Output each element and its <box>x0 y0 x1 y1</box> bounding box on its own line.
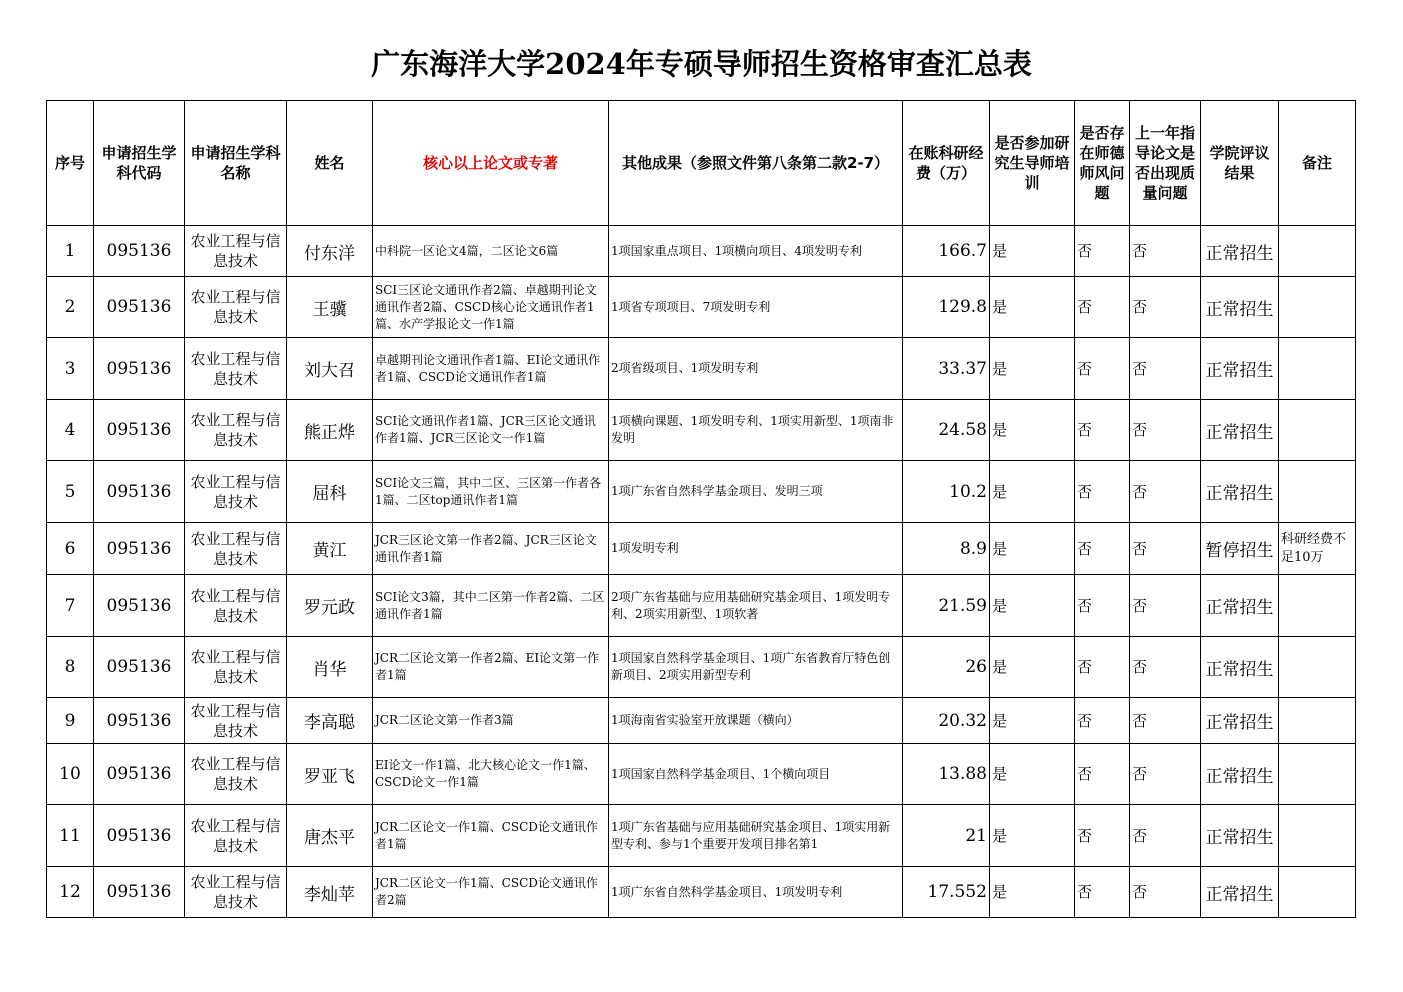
cell-college-result: 正常招生 <box>1201 867 1279 918</box>
cell-other-achievements: 2项省级项目、1项发明专利 <box>609 338 903 400</box>
cell-subject-name: 农业工程与信息技术 <box>185 400 287 461</box>
cell-research-funds: 21 <box>903 805 990 867</box>
cell-subject-name: 农业工程与信息技术 <box>185 637 287 698</box>
page-title: 广东海洋大学2024年专硕导师招生资格审查汇总表 <box>371 47 1032 81</box>
table-row <box>47 867 1356 918</box>
cell-other-achievements: 1项省专项项目、7项发明专利 <box>609 277 903 338</box>
cell-ethics-issue: 否 <box>1075 637 1130 698</box>
cell-no: 8 <box>47 637 94 698</box>
header-name: 姓名 <box>287 101 373 226</box>
table-row <box>47 226 1356 277</box>
cell-core-papers: SCI三区论文通讯作者2篇、卓越期刊论文通讯作者2篇、CSCD核心论文通讯作者1篇、水产学报论文一作1篇 <box>373 277 609 338</box>
cell-ethics-issue: 否 <box>1075 805 1130 867</box>
cell-college-result: 正常招生 <box>1201 400 1279 461</box>
cell-no: 3 <box>47 338 94 400</box>
cell-research-funds: 166.7 <box>903 226 990 277</box>
cell-subject-code: 095136 <box>94 805 185 867</box>
cell-remarks <box>1279 338 1356 400</box>
cell-ethics-issue: 否 <box>1075 277 1130 338</box>
cell-name: 熊正烨 <box>287 400 373 461</box>
cell-college-result: 正常招生 <box>1201 338 1279 400</box>
table-row <box>47 400 1356 461</box>
header-other-achievements: 其他成果（参照文件第八条第二款2-7） <box>609 101 903 226</box>
cell-college-result: 正常招生 <box>1201 698 1279 744</box>
table-row <box>47 805 1356 867</box>
cell-core-papers: EI论文一作1篇、北大核心论文一作1篇、CSCD论文一作1篇 <box>373 744 609 805</box>
header-college-result: 学院评议结果 <box>1201 101 1279 226</box>
cell-name: 罗元政 <box>287 575 373 637</box>
cell-supervisor-training: 是 <box>990 226 1075 277</box>
table-row <box>47 338 1356 400</box>
cell-remarks <box>1279 805 1356 867</box>
cell-college-result: 正常招生 <box>1201 226 1279 277</box>
cell-subject-code: 095136 <box>94 400 185 461</box>
cell-research-funds: 17.552 <box>903 867 990 918</box>
cell-research-funds: 13.88 <box>903 744 990 805</box>
cell-other-achievements: 1项发明专利 <box>609 523 903 575</box>
cell-remarks <box>1279 277 1356 338</box>
cell-core-papers: JCR二区论文一作1篇、CSCD论文通讯作者2篇 <box>373 867 609 918</box>
cell-remarks <box>1279 744 1356 805</box>
cell-research-funds: 33.37 <box>903 338 990 400</box>
cell-subject-code: 095136 <box>94 277 185 338</box>
cell-subject-name: 农业工程与信息技术 <box>185 744 287 805</box>
table-row <box>47 698 1356 744</box>
cell-subject-code: 095136 <box>94 867 185 918</box>
cell-college-result: 暂停招生 <box>1201 523 1279 575</box>
cell-remarks <box>1279 637 1356 698</box>
header-remarks: 备注 <box>1279 101 1356 226</box>
cell-thesis-quality: 否 <box>1130 400 1201 461</box>
cell-college-result: 正常招生 <box>1201 277 1279 338</box>
cell-subject-code: 095136 <box>94 461 185 523</box>
cell-supervisor-training: 是 <box>990 575 1075 637</box>
cell-name: 屈科 <box>287 461 373 523</box>
cell-subject-code: 095136 <box>94 523 185 575</box>
cell-ethics-issue: 否 <box>1075 698 1130 744</box>
cell-no: 6 <box>47 523 94 575</box>
cell-thesis-quality: 否 <box>1130 226 1201 277</box>
cell-core-papers: JCR二区论文一作1篇、CSCD论文通讯作者1篇 <box>373 805 609 867</box>
cell-research-funds: 10.2 <box>903 461 990 523</box>
cell-supervisor-training: 是 <box>990 523 1075 575</box>
cell-college-result: 正常招生 <box>1201 461 1279 523</box>
cell-remarks <box>1279 400 1356 461</box>
cell-subject-name: 农业工程与信息技术 <box>185 867 287 918</box>
cell-research-funds: 20.32 <box>903 698 990 744</box>
table-row <box>47 277 1356 338</box>
header-thesis-quality: 上一年指导论文是否出现质量问题 <box>1130 101 1201 226</box>
cell-subject-code: 095136 <box>94 637 185 698</box>
cell-subject-name: 农业工程与信息技术 <box>185 523 287 575</box>
cell-no: 1 <box>47 226 94 277</box>
cell-remarks <box>1279 867 1356 918</box>
cell-core-papers: SCI论文3篇，其中二区第一作者2篇、二区通讯作者1篇 <box>373 575 609 637</box>
cell-supervisor-training: 是 <box>990 744 1075 805</box>
cell-research-funds: 21.59 <box>903 575 990 637</box>
table-row <box>47 575 1356 637</box>
cell-ethics-issue: 否 <box>1075 867 1130 918</box>
table-body <box>47 226 1356 918</box>
cell-college-result: 正常招生 <box>1201 637 1279 698</box>
cell-research-funds: 129.8 <box>903 277 990 338</box>
cell-thesis-quality: 否 <box>1130 867 1201 918</box>
cell-college-result: 正常招生 <box>1201 744 1279 805</box>
cell-no: 2 <box>47 277 94 338</box>
cell-other-achievements: 1项国家自然科学基金项目、1个横向项目 <box>609 744 903 805</box>
cell-other-achievements: 1项广东省自然科学基金项目、发明三项 <box>609 461 903 523</box>
cell-name: 李灿苹 <box>287 867 373 918</box>
cell-research-funds: 8.9 <box>903 523 990 575</box>
cell-subject-name: 农业工程与信息技术 <box>185 461 287 523</box>
cell-ethics-issue: 否 <box>1075 461 1130 523</box>
cell-core-papers: JCR二区论文第一作者2篇、EI论文第一作者1篇 <box>373 637 609 698</box>
cell-thesis-quality: 否 <box>1130 698 1201 744</box>
cell-research-funds: 24.58 <box>903 400 990 461</box>
header-subject-code: 申请招生学科代码 <box>94 101 185 226</box>
cell-supervisor-training: 是 <box>990 867 1075 918</box>
cell-name: 刘大召 <box>287 338 373 400</box>
cell-other-achievements: 1项广东省自然科学基金项目、1项发明专利 <box>609 867 903 918</box>
cell-thesis-quality: 否 <box>1130 744 1201 805</box>
cell-no: 12 <box>47 867 94 918</box>
header-ethics-issue: 是否存在师德师风问题 <box>1075 101 1130 226</box>
cell-ethics-issue: 否 <box>1075 575 1130 637</box>
cell-core-papers: 中科院一区论文4篇，二区论文6篇 <box>373 226 609 277</box>
cell-subject-code: 095136 <box>94 698 185 744</box>
cell-core-papers: 卓越期刊论文通讯作者1篇、EI论文通讯作者1篇、CSCD论文通讯作者1篇 <box>373 338 609 400</box>
cell-thesis-quality: 否 <box>1130 637 1201 698</box>
cell-no: 11 <box>47 805 94 867</box>
header-row <box>47 101 1356 226</box>
cell-name: 李高聪 <box>287 698 373 744</box>
cell-core-papers: SCI论文通讯作者1篇、JCR三区论文通讯作者1篇、JCR三区论文一作1篇 <box>373 400 609 461</box>
cell-subject-name: 农业工程与信息技术 <box>185 698 287 744</box>
cell-thesis-quality: 否 <box>1130 805 1201 867</box>
header-research-funds: 在账科研经费（万） <box>903 101 990 226</box>
cell-name: 付东洋 <box>287 226 373 277</box>
cell-research-funds: 26 <box>903 637 990 698</box>
header-supervisor-training: 是否参加研究生导师培训 <box>990 101 1075 226</box>
cell-thesis-quality: 否 <box>1130 338 1201 400</box>
cell-other-achievements: 1项广东省基础与应用基础研究基金项目、1项实用新型专利、参与1个重要开发项目排名第1 <box>609 805 903 867</box>
cell-core-papers: JCR二区论文第一作者3篇 <box>373 698 609 744</box>
cell-other-achievements: 1项横向课题、1项发明专利、1项实用新型、1项南非发明 <box>609 400 903 461</box>
cell-other-achievements: 1项海南省实验室开放课题（横向） <box>609 698 903 744</box>
header-no: 序号 <box>47 101 94 226</box>
cell-subject-name: 农业工程与信息技术 <box>185 277 287 338</box>
cell-remarks <box>1279 226 1356 277</box>
cell-no: 5 <box>47 461 94 523</box>
cell-subject-code: 095136 <box>94 744 185 805</box>
cell-supervisor-training: 是 <box>990 338 1075 400</box>
cell-subject-code: 095136 <box>94 338 185 400</box>
cell-supervisor-training: 是 <box>990 277 1075 338</box>
cell-subject-name: 农业工程与信息技术 <box>185 805 287 867</box>
header-subject-name: 申请招生学科名称 <box>185 101 287 226</box>
cell-name: 罗亚飞 <box>287 744 373 805</box>
review-summary-table <box>46 100 1356 918</box>
cell-subject-code: 095136 <box>94 575 185 637</box>
cell-subject-name: 农业工程与信息技术 <box>185 338 287 400</box>
cell-remarks <box>1279 575 1356 637</box>
cell-no: 9 <box>47 698 94 744</box>
cell-ethics-issue: 否 <box>1075 523 1130 575</box>
cell-no: 10 <box>47 744 94 805</box>
cell-ethics-issue: 否 <box>1075 338 1130 400</box>
cell-thesis-quality: 否 <box>1130 575 1201 637</box>
cell-other-achievements: 1项国家重点项目、1项横向项目、4项发明专利 <box>609 226 903 277</box>
table-row <box>47 461 1356 523</box>
cell-subject-name: 农业工程与信息技术 <box>185 575 287 637</box>
cell-name: 肖华 <box>287 637 373 698</box>
cell-remarks <box>1279 698 1356 744</box>
cell-no: 7 <box>47 575 94 637</box>
cell-ethics-issue: 否 <box>1075 226 1130 277</box>
cell-other-achievements: 2项广东省基础与应用基础研究基金项目、1项发明专利、2项实用新型、1项软著 <box>609 575 903 637</box>
cell-thesis-quality: 否 <box>1130 277 1201 338</box>
cell-college-result: 正常招生 <box>1201 575 1279 637</box>
cell-supervisor-training: 是 <box>990 637 1075 698</box>
cell-name: 黄江 <box>287 523 373 575</box>
cell-supervisor-training: 是 <box>990 461 1075 523</box>
cell-ethics-issue: 否 <box>1075 744 1130 805</box>
cell-remarks <box>1279 461 1356 523</box>
cell-thesis-quality: 否 <box>1130 523 1201 575</box>
cell-name: 王骥 <box>287 277 373 338</box>
cell-no: 4 <box>47 400 94 461</box>
cell-core-papers: SCI论文三篇，其中二区、三区第一作者各1篇、二区top通讯作者1篇 <box>373 461 609 523</box>
cell-other-achievements: 1项国家自然科学基金项目、1项广东省教育厅特色创新项目、2项实用新型专利 <box>609 637 903 698</box>
header-core-papers: 核心以上论文或专著 <box>373 101 609 226</box>
cell-supervisor-training: 是 <box>990 698 1075 744</box>
cell-subject-code: 095136 <box>94 226 185 277</box>
cell-subject-name: 农业工程与信息技术 <box>185 226 287 277</box>
table-row <box>47 637 1356 698</box>
table-row <box>47 523 1356 575</box>
cell-ethics-issue: 否 <box>1075 400 1130 461</box>
table-row <box>47 744 1356 805</box>
cell-thesis-quality: 否 <box>1130 461 1201 523</box>
cell-remarks: 科研经费不足10万 <box>1279 523 1356 575</box>
cell-core-papers: JCR三区论文第一作者2篇、JCR三区论文通讯作者1篇 <box>373 523 609 575</box>
cell-supervisor-training: 是 <box>990 805 1075 867</box>
cell-name: 唐杰平 <box>287 805 373 867</box>
cell-supervisor-training: 是 <box>990 400 1075 461</box>
cell-college-result: 正常招生 <box>1201 805 1279 867</box>
